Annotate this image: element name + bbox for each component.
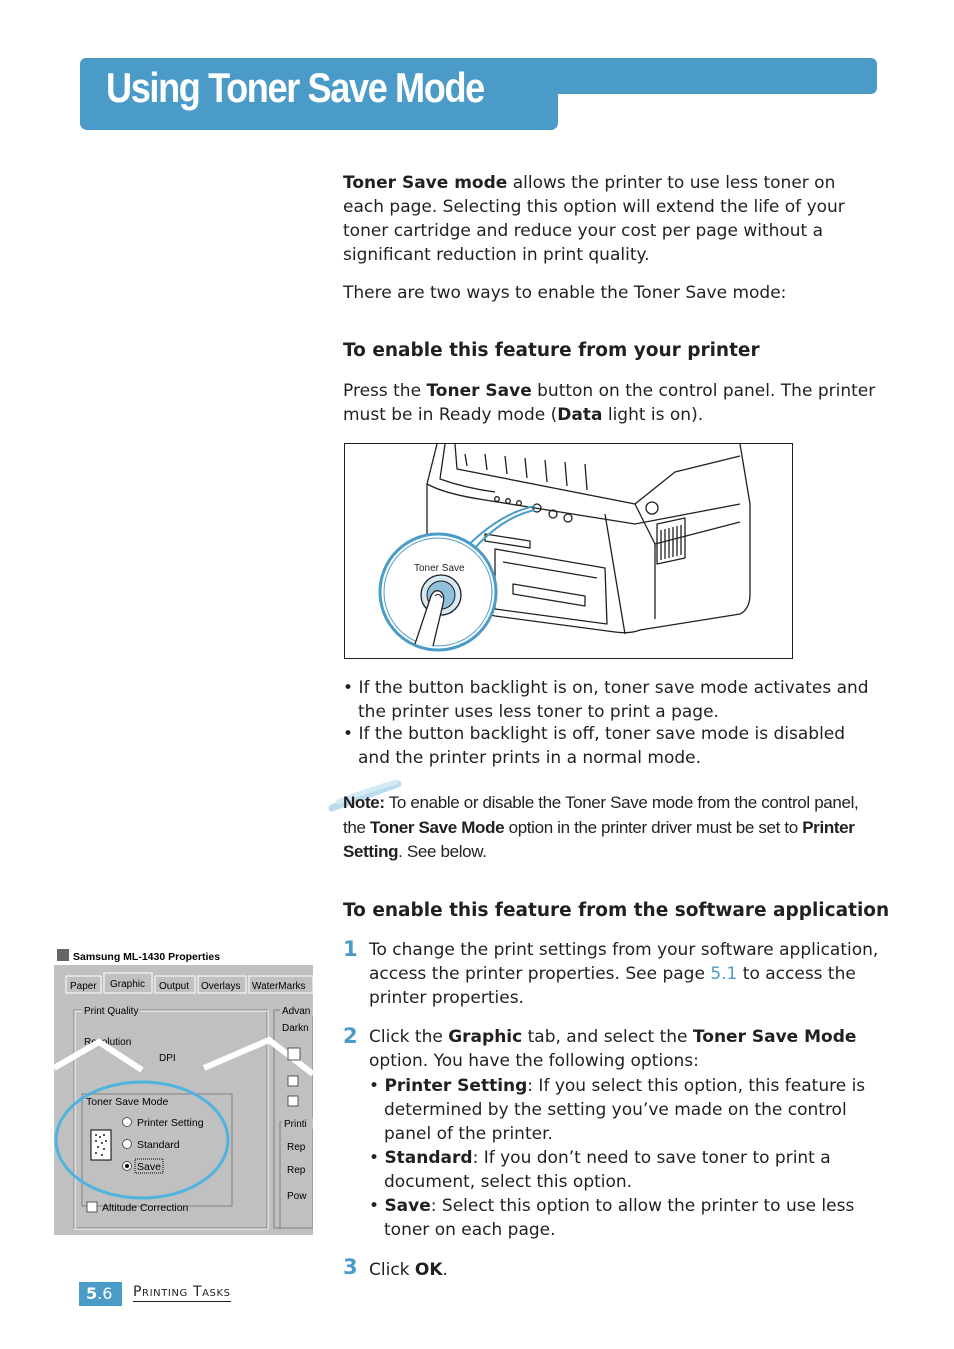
right-item-3: Pow bbox=[287, 1191, 307, 1202]
section-heading-software: To enable this feature from the software application bbox=[343, 900, 890, 921]
step-2-text: Click the Graphic tab, and select the Toner Save Mode option. You have the following options: bbox=[369, 1027, 857, 1071]
printer-instructions: Press the Toner Save button on the control panel. The printer must be in Ready mode (Data light is on). bbox=[343, 381, 876, 425]
footer-chapter-label: Printing Tasks bbox=[133, 1284, 231, 1300]
option-standard: • Standard: If you don’t need to save toner to print a document, select this option. bbox=[369, 1148, 831, 1192]
dpi-label: DPI bbox=[159, 1053, 176, 1064]
bullet-backlight-on: • If the button backlight is on, toner save mode activates and the printer uses less toner to print a page. bbox=[343, 678, 869, 722]
tab-watermarks[interactable]: WaterMarks bbox=[252, 981, 306, 992]
step-2-number: 2 bbox=[343, 1024, 358, 1048]
printer-drawing bbox=[345, 444, 793, 659]
radio-standard-label[interactable]: Standard bbox=[137, 1139, 180, 1151]
altitude-correction-label[interactable]: Altitude Correction bbox=[102, 1202, 189, 1214]
note-paragraph: Note: To enable or disable the Toner Save mode from the control panel, the Toner Save Mode option in the printer driver must be set to Printer Setting. See below. bbox=[343, 793, 859, 861]
group-advanced: Advan bbox=[282, 1006, 311, 1017]
tab-graphic[interactable]: Graphic bbox=[110, 979, 146, 990]
group-print-quality: Print Quality bbox=[84, 1006, 139, 1017]
tab-overlays[interactable]: Overlays bbox=[201, 981, 241, 992]
properties-dialog-screenshot bbox=[54, 946, 313, 1235]
section-heading-printer: To enable this feature from your printer bbox=[343, 340, 760, 361]
toner-save-label: Toner Save bbox=[414, 563, 465, 574]
step-3-number: 3 bbox=[343, 1255, 358, 1279]
printer-illustration bbox=[344, 443, 793, 659]
step-3-text: Click OK. bbox=[369, 1260, 448, 1280]
darkness-label: Darkn bbox=[282, 1023, 309, 1034]
radio-save-label[interactable]: Save bbox=[137, 1161, 161, 1173]
ways-paragraph: There are two ways to enable the Toner Save mode: bbox=[343, 283, 787, 303]
resolution-label: Resolution bbox=[84, 1037, 132, 1048]
bullet-backlight-off: • If the button backlight is off, toner save mode is disabled and the printer prints in a normal mode. bbox=[343, 724, 846, 768]
tab-output[interactable]: Output bbox=[159, 981, 190, 992]
right-item-2: Rep bbox=[287, 1165, 306, 1176]
footer-page-number: 5.6 bbox=[86, 1284, 113, 1303]
right-item-1: Rep bbox=[287, 1142, 306, 1153]
dialog-drawing bbox=[54, 946, 313, 1235]
option-save: • Save: Select this option to allow the printer to use less toner on each page. bbox=[369, 1196, 855, 1240]
intro-paragraph: Toner Save mode allows the printer to use less toner on each page. Selecting this option will extend the life of your toner cartridge and reduce your cost per page without a significant reduction in print quality. bbox=[343, 173, 845, 265]
page-link-5-1[interactable]: 5.1 bbox=[710, 964, 738, 984]
option-printer-setting: • Printer Setting: If you select this option, this feature is determined by the setting you’ve made on the control panel of the printer. bbox=[369, 1076, 866, 1144]
step-1-text: To change the print settings from your software application, access the printer properties. See page 5.1 to access the printer properties. bbox=[369, 940, 879, 1008]
right-group-label: Printi bbox=[284, 1119, 307, 1130]
radio-printer-setting-label[interactable]: Printer Setting bbox=[137, 1117, 204, 1129]
dialog-title: Samsung ML-1430 Properties bbox=[73, 951, 221, 963]
tab-paper[interactable]: Paper bbox=[70, 981, 97, 992]
page-title: Using Toner Save Mode bbox=[106, 64, 484, 111]
step-1-number: 1 bbox=[343, 937, 358, 961]
toner-save-group-label: Toner Save Mode bbox=[86, 1096, 169, 1108]
